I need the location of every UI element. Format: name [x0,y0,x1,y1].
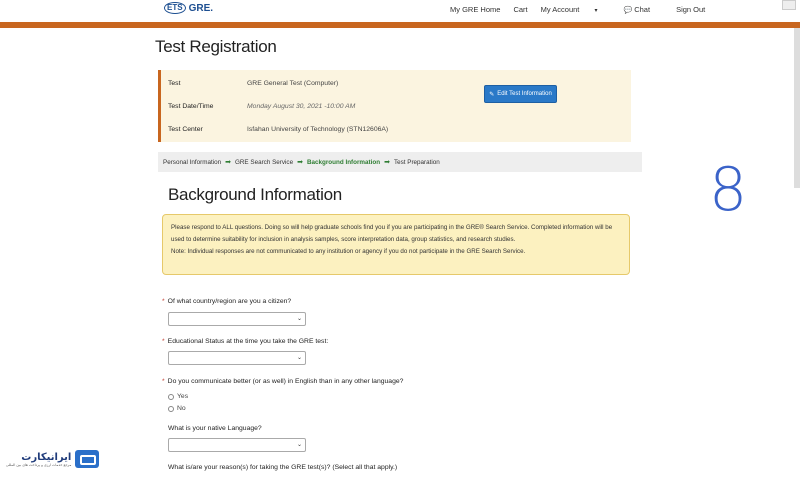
test-date-value: Monday August 30, 2021 -10:00 AM [247,103,356,110]
breadcrumb-personal-information[interactable]: Personal Information [163,158,222,166]
test-info-panel [158,70,631,142]
required-marker: * [162,378,165,385]
step-number: 8 [709,155,748,225]
section-title: Background Information [168,185,342,204]
card-icon [75,450,99,468]
radio-no[interactable] [168,405,186,412]
arrow-right-icon: ➡ [384,159,390,166]
nav-my-account-label: My Account [540,5,580,14]
chevron-down-icon: ⌄ [296,442,302,448]
brand-tagline: مرجع خدمات ارزی و پرداخت های بین المللی [6,462,72,467]
citizenship-select[interactable] [168,312,306,326]
nav-chat-link[interactable] [624,5,664,14]
radio-circle-icon [168,394,174,400]
edit-test-information-button[interactable] [484,85,557,103]
instructions-notice [162,214,630,275]
brand-text [6,452,71,467]
edit-icon: ✎ [489,91,495,98]
question-citizenship-label: Of what country/region are you a citizen? [167,298,292,305]
native-language-select[interactable] [168,438,306,452]
nav-sign-out-link[interactable]: Sign Out [676,5,706,14]
required-marker: * [162,298,165,305]
chevron-down-icon: ⌄ [296,316,302,322]
main-nav [450,5,718,14]
ets-gre-logo[interactable] [164,0,213,16]
question-reasons-label: What is/are your reason(s) for taking the GRE test(s)? (Select all that apply.) [168,464,398,471]
breadcrumb-test-preparation: Test Preparation [393,158,440,166]
test-date-label: Test Date/Time [168,103,214,110]
brand-name: ایرانیکارت [21,451,72,463]
arrow-right-icon: ➡ [297,159,303,166]
breadcrumb-gre-search-service[interactable]: GRE Search Service [234,158,294,166]
notice-note: Note: Individual responses are not communicated to any institution or agency if you do not participate in the GRE Search Service. [171,248,526,255]
test-value: GRE General Test (Computer) [247,80,339,87]
notice-text: Please respond to ALL questions. Doing so will help graduate schools find you if you are participating in the GRE® Search Service. Completed information will be used to determine suitability for inclusion in analysis samples, score interpretation data, group statistics, and research studies. [171,224,613,243]
window-control [782,0,796,10]
test-center-value: Isfahan University of Technology (STN12606A) [247,126,389,133]
test-center-row [168,126,388,133]
header-accent-bar [0,22,800,28]
test-center-label: Test Center [168,126,203,133]
required-marker: * [162,338,165,345]
test-date-row [168,103,355,110]
question-native-language [168,425,262,432]
page-title: Test Registration [155,37,277,56]
question-citizenship [162,298,291,305]
arrow-right-icon: ➡ [225,159,231,166]
chat-icon: 💬 [623,7,633,14]
question-reasons [168,464,397,471]
educational-status-select[interactable] [168,351,306,365]
radio-circle-icon [168,406,174,412]
top-navigation-bar [0,0,800,22]
breadcrumb-background-information: Background Information [306,158,381,166]
scrollbar[interactable] [794,28,800,188]
question-english-communication-label: Do you communicate better (or as well) in English than in any other language? [167,378,404,385]
logo-ets-text: ETS [164,2,186,14]
nav-chat-label: Chat [634,5,651,14]
question-educational-status [162,338,328,345]
iranikart-logo [0,441,100,477]
test-label: Test [168,80,181,87]
chevron-down-icon: ⌄ [296,355,302,361]
caret-down-icon: ▾ [594,8,598,14]
question-educational-status-label: Educational Status at the time you take the GRE test: [167,338,329,345]
nav-my-account-menu[interactable] [541,5,611,14]
question-native-language-label: What is your native Language? [168,425,262,432]
edit-button-label: Edit Test Information [497,91,552,97]
nav-my-gre-home-link[interactable]: My GRE Home [450,5,501,14]
logo-gre-text: GRE. [188,2,214,14]
question-english-communication [162,378,403,385]
radio-no-label: No [177,405,186,412]
radio-yes-label: Yes [177,393,189,400]
radio-yes[interactable] [168,393,188,400]
test-row [168,80,338,87]
nav-cart-link[interactable]: Cart [513,5,528,14]
breadcrumb [158,152,642,172]
